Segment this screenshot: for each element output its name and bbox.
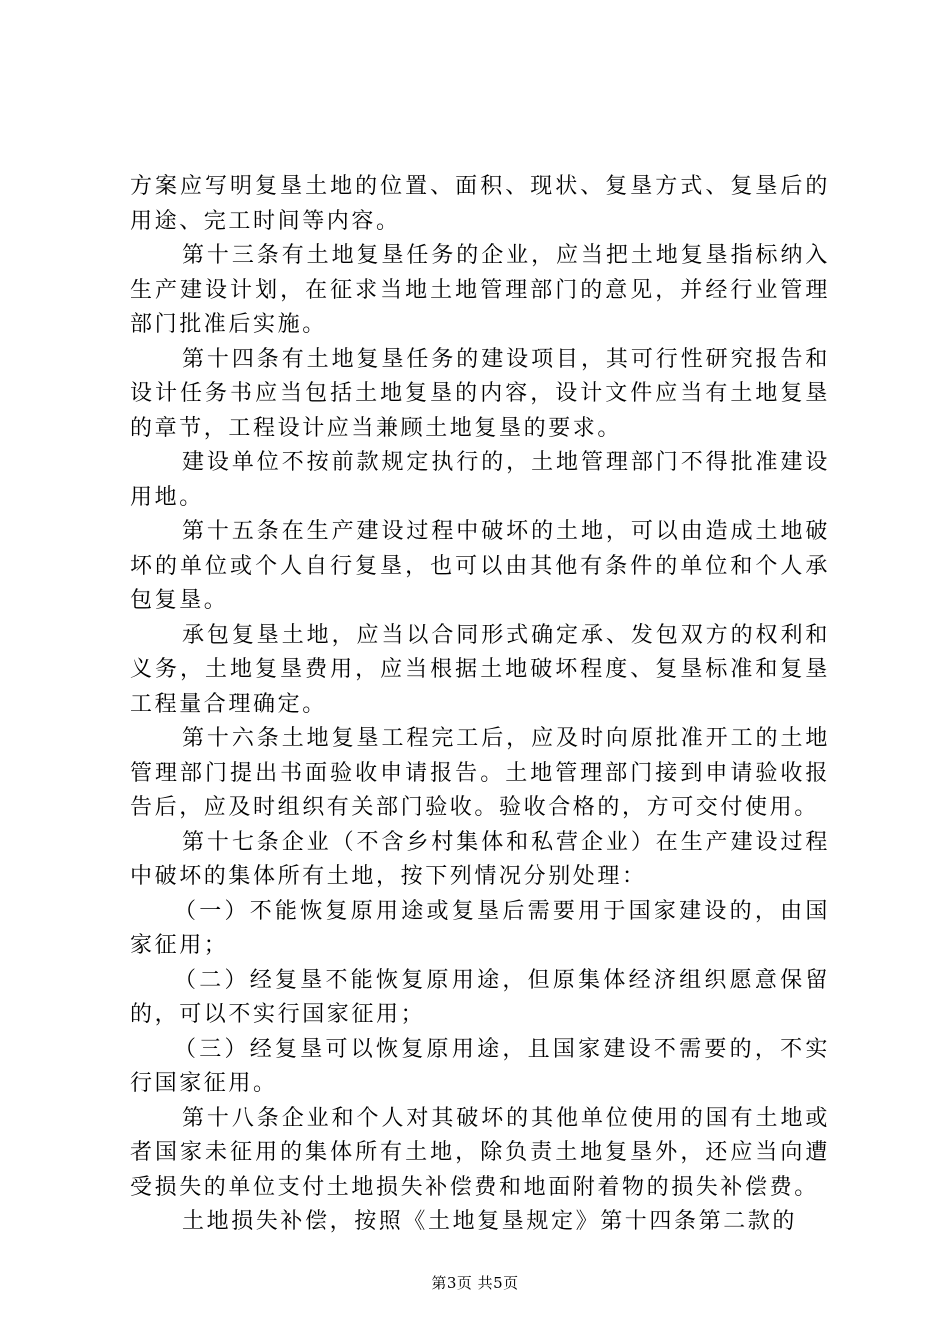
paragraph: 承包复垦土地，应当以合同形式确定承、发包双方的权利和义务，土地复垦费用，应当根据土地破坏程度、复垦标准和复垦工程量合理确定。 <box>130 622 830 717</box>
paragraph-article-18: 第十八条企业和个人对其破坏的其他单位使用的国有土地或者国家未征用的集体所有土地，除负责土地复垦外，还应当向遭受损失的单位支付土地损失补偿费和地面附着物的损失补偿费。 <box>130 1105 830 1200</box>
paragraph-article-16: 第十六条土地复垦工程完工后，应及时向原批准开工的土地管理部门提出书面验收申请报告。土地管理部门接到申请验收报告后，应及时组织有关部门验收。验收合格的，方可交付使用。 <box>130 726 830 820</box>
paragraph: 建设单位不按前款规定执行的，土地管理部门不得批准建设用地。 <box>130 450 830 510</box>
paragraph-article-13: 第十三条有土地复垦任务的企业，应当把土地复垦指标纳入生产建设计划，在征求当地土地管理部门的意见，并经行业管理部门批准后实施。 <box>130 243 830 337</box>
paragraph-article-14: 第十四条有土地复垦任务的建设项目，其可行性研究报告和设计任务书应当包括土地复垦的内容，设计文件应当有土地复垦的章节，工程设计应当兼顾土地复垦的要求。 <box>130 346 830 441</box>
body-text <box>130 170 830 1240</box>
page-number-footer: 第3页 共5页 <box>431 1274 519 1292</box>
paragraph-article-15: 第十五条在生产建设过程中破坏的土地，可以由造成土地破坏的单位或个人自行复垦，也可以由其他有条件的单位和个人承包复垦。 <box>130 519 830 613</box>
paragraph: 土地损失补偿，按照《土地复垦规定》第十四条第二款的 <box>182 1209 798 1234</box>
list-item-2: （二）经复垦不能恢复原用途，但原集体经济组织愿意保留的，可以不实行国家征用； <box>130 967 830 1027</box>
list-item-1: （一）不能恢复原用途或复垦后需要用于国家建设的，由国家征用； <box>130 898 830 958</box>
list-item-3: （三）经复垦可以恢复原用途，且国家建设不需要的，不实行国家征用。 <box>130 1036 830 1096</box>
paragraph-article-17: 第十七条企业（不含乡村集体和私营企业）在生产建设过程中破坏的集体所有土地，按下列情况分别处理： <box>130 829 830 889</box>
paragraph: 方案应写明复垦土地的位置、面积、现状、复垦方式、复垦后的用途、完工时间等内容。 <box>130 174 830 234</box>
